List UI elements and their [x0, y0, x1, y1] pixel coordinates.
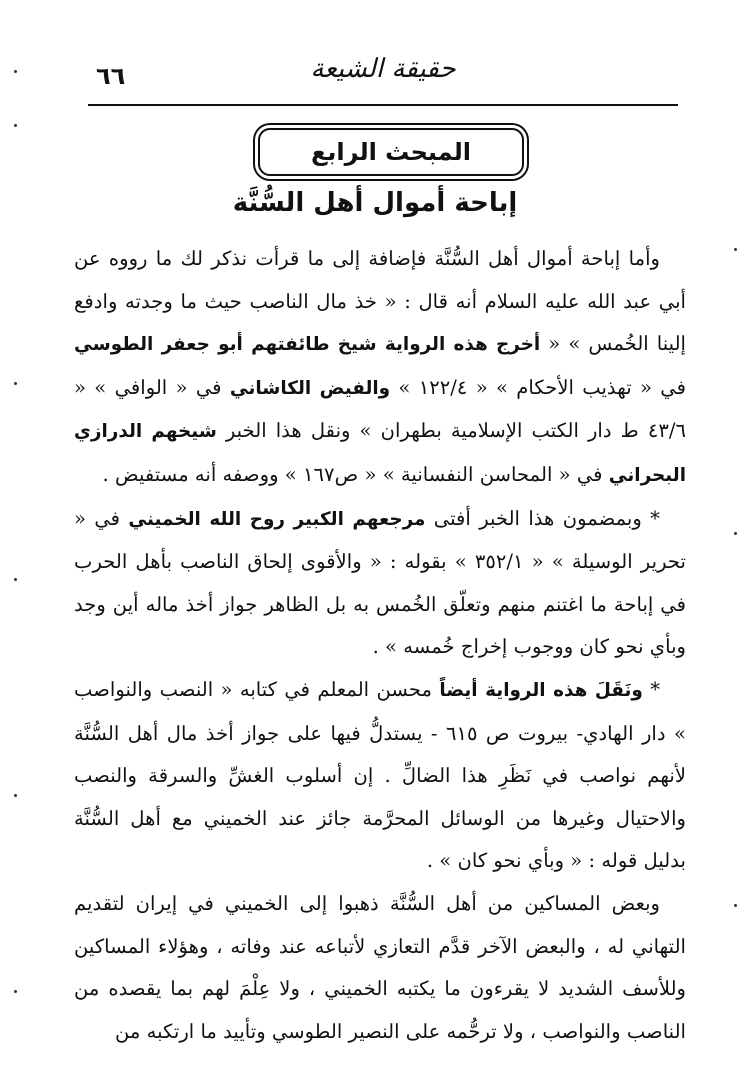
page-header — [88, 50, 678, 106]
margin-dot — [14, 990, 17, 993]
running-title: حقيقة الشيعة — [310, 54, 456, 84]
text-segment: * — [642, 677, 661, 701]
paragraph — [74, 669, 686, 883]
margin-dot — [14, 794, 17, 797]
margin-dot — [14, 124, 17, 127]
section-title: المبحث الرابع — [311, 138, 471, 166]
chapter-title: إباحة أموال أهل السُّنَّة — [232, 188, 518, 218]
margin-dot — [14, 70, 17, 73]
bold-text-segment: شيخهم الدرازي البحراني — [74, 421, 686, 486]
section-title-frame — [258, 128, 524, 176]
text-segment: في « المحاسن النفسانية » « ص١٦٧ » ووصفه أنه مستفيض . — [102, 462, 609, 486]
body-text — [74, 238, 686, 1053]
bold-text-segment: ونَقَلَ هذه الرواية أيضاً — [439, 679, 643, 701]
bold-text-segment: أخرج هذه الرواية شيخ طائفتهم أبو جعفر الطوسي — [74, 334, 541, 356]
paragraph — [74, 883, 686, 1053]
text-segment: محسن المعلم في كتابه « النصب والنواصب » دار الهادي- بيروت ص ٦١٥ - يستدلُّ فيها على جواز أخذ مال أهل السُّنَّة لأنهم نواصب في نَظَرِ هذا الضالِّ . إن أسلوب الغشِّ والسرقة والنصب والاحتيال وغيرها من الوسائل المحرَّمة جائز عند الخميني مع أهل السُّنَّة بدليل قوله : « وبأي نحو كان » . — [74, 677, 686, 873]
bold-text-segment: مرجعهم الكبير روح الله الخميني — [128, 508, 426, 530]
margin-dot — [14, 382, 17, 385]
margin-dot — [14, 578, 17, 581]
bold-text-segment: والفيض الكاشاني — [229, 377, 391, 399]
text-segment: في « الوافي » « ٤٣/٦ ط دار الكتب الإسلامية بطهران » ونقل هذا الخبر — [74, 375, 687, 443]
text-segment: وبعض المساكين من أهل السُّنَّة ذهبوا إلى الخميني في إيران لتقديم التهاني له ، والبعض الآخر قدَّم التعازي لأتباعه عند وفاته ، وهؤلاء المساكين وللأسف الشديد لا يقرءون ما يكتبه الخميني ، ولا عِلْمَ لهم بما يقصده من الناصب والنواصب ، ولا ترحُّمه على النصير الطوسي وتأييد ما ارتكبه من — [74, 891, 686, 1043]
paragraph — [74, 498, 686, 669]
text-segment: في « تهذيب الأحكام » « ١٢٢/٤ » — [390, 375, 686, 399]
margin-dot — [734, 904, 737, 907]
text-segment: * وبمضمون هذا الخبر أفتى — [425, 506, 660, 530]
text-segment: وأما إباحة أموال أهل السُّنَّة فإضافة إلى ما قرأت نذكر لك ما رووه عن أبي عبد الله عليه السلام أنه قال : « خذ مال الناصب حيث ما وجدته وادفع إلينا الخُمس » « — [74, 247, 686, 356]
text-segment: في « تحرير الوسيلة » « ٣٥٢/١ » بقوله : « والأقوى إلحاق الناصب بأهل الحرب في إباحة ما اغتنم منهم وتعلّق الخُمس به بل الظاهر جواز أخذ ماله أين وجد وبأي نحو كان ووجوب إخراج خُمسه » . — [74, 506, 686, 659]
margin-dot — [734, 248, 737, 251]
paragraph — [74, 238, 686, 498]
page-number: ٦٦ — [96, 62, 126, 90]
margin-dot — [734, 532, 737, 535]
